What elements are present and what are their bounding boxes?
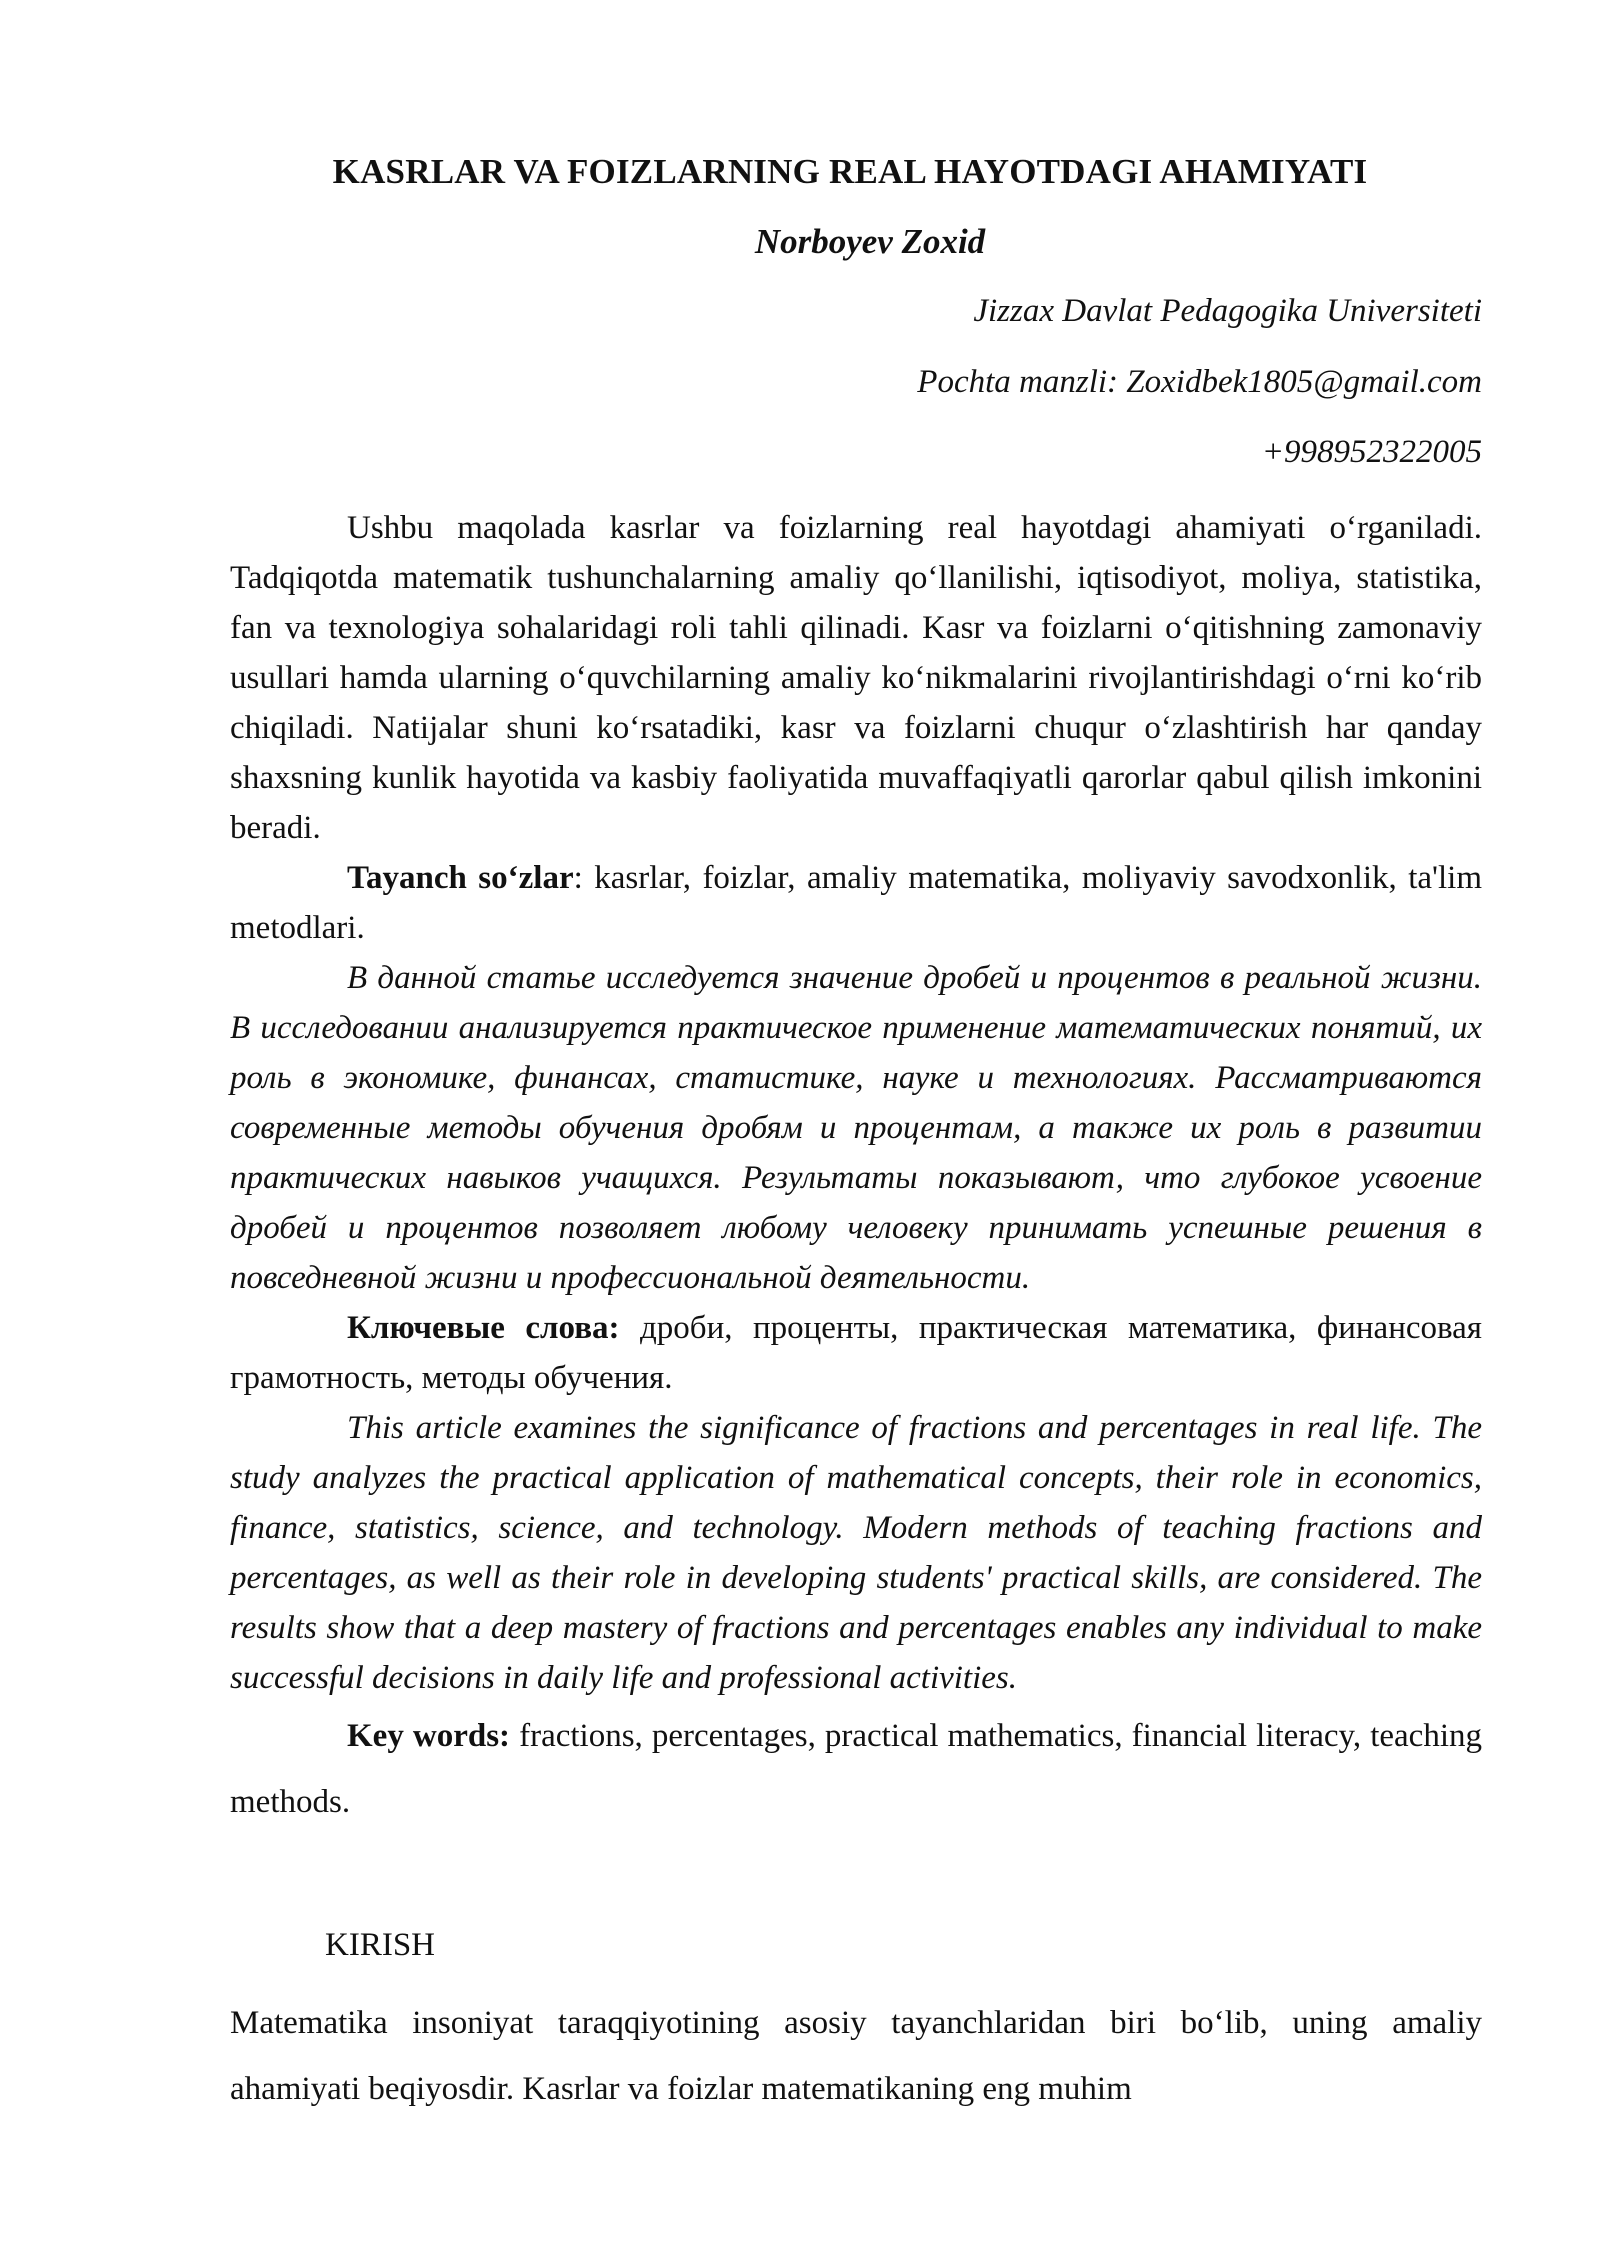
keywords-english-text: fractions, percentages, practical mathematics, financial literacy, teaching methods.: [230, 1718, 1482, 1820]
abstract-russian: В данной статье исследуется значение дробей и процентов в реальной жизни. В исследовании анализируется практическое применение математических понятий, их роль в экономике, финансах, статистике, науке и технологиях. Рассматриваются современные методы обучения дробям и процентам, а также их роль в развитии практических навыков учащихся. Результаты показывают, что глубокое усвоение дробей и процентов позволяет любому человеку принимать успешные решения в повседневной жизни и профессиональной деятельности.: [230, 960, 1482, 1296]
keywords-english-label: Key words:: [347, 1718, 511, 1754]
section-heading: KIRISH: [325, 1927, 436, 1963]
keywords-uzbek-label: Tayanch so‘zlar: [347, 860, 574, 896]
keywords-english: [230, 1703, 1482, 1835]
keywords-russian-text: дроби, проценты, практическая математика, финансовая грамотность, методы обучения.: [230, 1310, 1482, 1396]
keywords-russian: [230, 1303, 1482, 1403]
affiliation-phone: +998952322005: [1261, 434, 1482, 470]
author-name: Norboyev Zoxid: [754, 222, 986, 261]
intro-paragraph: Matematika insoniyat taraqqiyotining asosiy tayanchlaridan biri bo‘lib, uning amaliy ahamiyati beqiyosdir. Kasrlar va foizlar matematikaning eng muhim: [230, 2005, 1482, 2107]
affiliation-university: Jizzax Davlat Pedagogika Universiteti: [973, 293, 1482, 329]
abstract-english: This article examines the significance of fractions and percentages in real life. The study analyzes the practical application of mathematical concepts, their role in economics, finance, statistics, science, and technology. Modern methods of teaching fractions and percentages, as well as their role in developing students' practical skills, are considered. The results show that a deep mastery of fractions and percentages enables any individual to make successful decisions in daily life and professional activities.: [230, 1410, 1482, 1696]
paper-title: KASRLAR VA FOIZLARNING REAL HAYOTDAGI AHAMIYATI: [332, 152, 1368, 191]
keywords-uzbek-text: : kasrlar, foizlar, amaliy matematika, moliyaviy savodxonlik, ta'lim metodlari.: [230, 860, 1482, 946]
affiliation-email: Pochta manzli: Zoxidbek1805@gmail.com: [917, 364, 1482, 400]
keywords-uzbek: [230, 853, 1482, 953]
abstract-section: [230, 503, 1482, 1835]
abstract-uzbek: Ushbu maqolada kasrlar va foizlarning real hayotdagi ahamiyati o‘rganiladi. Tadqiqotda matematik tushunchalarning amaliy qo‘llanilishi, iqtisodiyot, moliya, statistika, fan va texnologiya sohalaridagi roli tahli qilinadi. Kasr va foizlarni o‘qitishning zamonaviy usullari hamda ularning o‘quvchilarning amaliy ko‘nikmalarini rivojlantirishdagi o‘rni ko‘rib chiqiladi. Natijalar shuni ko‘rsatadiki, kasr va foizlarni chuqur o‘zlashtirish har qanday shaxsning kunlik hayotida va kasbiy faoliyatida muvaffaqiyatli qarorlar qabul qilish imkonini beradi.: [230, 510, 1482, 846]
keywords-russian-label: Ключевые слова:: [347, 1310, 620, 1346]
